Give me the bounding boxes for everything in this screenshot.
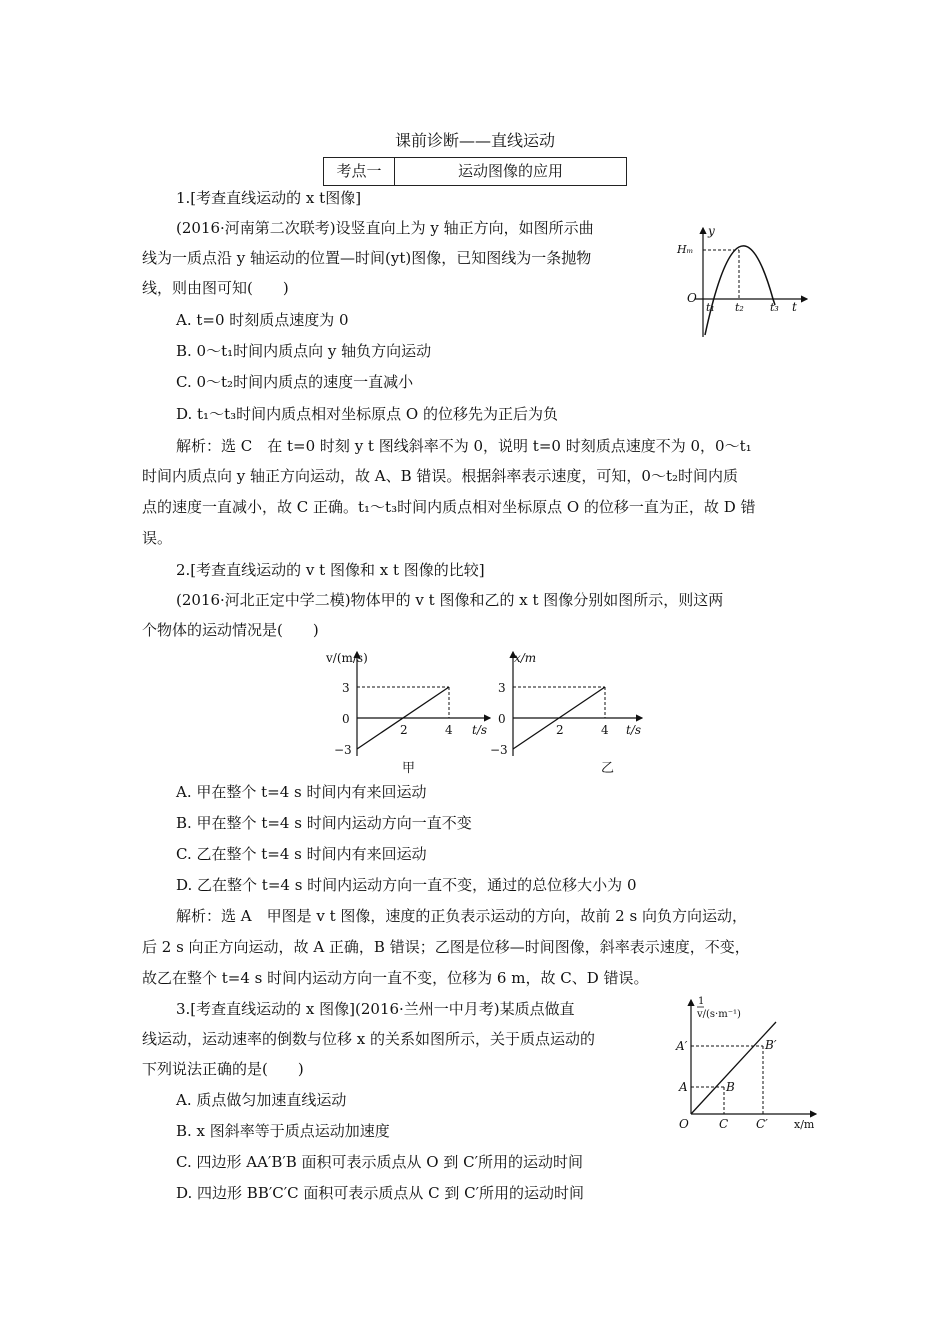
jia-x-label: t/s (472, 723, 488, 737)
q2-answer: 解析：选 A 甲图是 v t 图像，速度的正负表示运动的方向，故前 2 s 向负方向运动， (176, 907, 747, 925)
q1-answer: 时间内质点向 y 轴正方向运动，故 A、B 错误。根据斜率表示速度，可知，0～t₂时间内质 (142, 467, 738, 485)
q2-option-c: C. 乙在整个 t=4 s 时间内有来回运动 (176, 845, 427, 863)
q3-y-den: v/(s·m⁻¹) (697, 1009, 741, 1020)
jia-tick-4: 4 (445, 723, 453, 737)
q1-y-label: y (708, 224, 715, 238)
q3-label-b-prime: B′ (765, 1038, 777, 1052)
q3-label-c-prime: C′ (756, 1117, 768, 1131)
q1-line: 线为一质点沿 y 轴运动的位置—时间(yt)图像，已知图线为一条抛物 (142, 249, 592, 267)
q1-origin: O (687, 291, 697, 305)
q2-option-a: A. 甲在整个 t=4 s 时间内有来回运动 (176, 783, 427, 801)
q1-hm-label: Hₘ (677, 243, 694, 256)
yi-tick-neg3: −3 (490, 743, 508, 757)
q1-figure (675, 225, 815, 340)
q3-option-a: A. 质点做匀加速直线运动 (176, 1091, 347, 1109)
q3-option-d: D. 四边形 BB′C′C 面积可表示质点从 C 到 C′所用的运动时间 (176, 1184, 585, 1202)
q1-line: (2016·河南第二次联考)设竖直向上为 y 轴正方向，如图所示曲 (176, 219, 594, 237)
q1-x-label: t (792, 300, 797, 314)
q2-option-d: D. 乙在整个 t=4 s 时间内运动方向一直不变，通过的总位移大小为 0 (176, 876, 637, 894)
topic-number: 考点一 (324, 158, 395, 185)
q3-label-c: C (719, 1117, 729, 1131)
q2-line: (2016·河北正定中学二模)物体甲的 v t 图像和乙的 x t 图像分别如图所示，则这两 (176, 591, 724, 609)
q2-option-b: B. 甲在整个 t=4 s 时间内运动方向一直不变 (176, 814, 472, 832)
q3-option-b: B. x 图斜率等于质点运动加速度 (176, 1122, 390, 1140)
q1-tag: 1.[考查直线运动的 x t图像] (176, 189, 362, 207)
q1-t1: t₁ (706, 301, 715, 314)
q3-label-a: A (679, 1080, 688, 1094)
q3-origin: O (679, 1117, 689, 1131)
q2-tag: 2.[考查直线运动的 v t 图像和 x t 图像的比较] (176, 561, 485, 579)
q2-answer: 故乙在整个 t=4 s 时间内运动方向一直不变，位移为 6 m，故 C、D 错误。 (142, 969, 649, 987)
q3-option-c: C. 四边形 AA′B′B 面积可表示质点从 O 到 C′所用的运动时间 (176, 1153, 584, 1171)
q1-option-a: A. t=0 时刻质点速度为 0 (176, 311, 349, 329)
q1-option-d: D. t₁～t₃时间内质点相对坐标原点 O 的位移先为正后为负 (176, 405, 558, 423)
q3-line: 下列说法正确的是( ) (142, 1060, 304, 1078)
q1-answer: 点的速度一直减小，故 C 正确。t₁～t₃时间内质点相对坐标原点 O 的位移一直为正，故 D 错 (142, 498, 756, 516)
q3-figure (676, 994, 826, 1132)
q3-line: 3.[考查直线运动的 x 图像](2016·兰州一中月考)某质点做直 (176, 1000, 575, 1018)
q1-option-b: B. 0～t₁时间内质点向 y 轴负方向运动 (176, 342, 432, 360)
q2-answer: 后 2 s 向正方向运动，故 A 正确，B 错误；乙图是位移—时间图像，斜率表示速度，不变， (142, 938, 750, 956)
q1-answer: 误。 (142, 529, 173, 547)
yi-caption: 乙 (601, 761, 615, 776)
q1-t3: t₃ (770, 301, 779, 314)
q3-label-b: B (726, 1080, 735, 1094)
jia-caption: 甲 (402, 761, 416, 776)
jia-tick-neg3: −3 (334, 743, 352, 757)
yi-x-label: t/s (626, 723, 642, 737)
jia-tick-0: 0 (342, 712, 350, 726)
yi-tick-0: 0 (498, 712, 506, 726)
q1-option-c: C. 0～t₂时间内质点的速度一直减小 (176, 373, 414, 391)
jia-tick-3: 3 (342, 681, 350, 695)
yi-tick-3: 3 (498, 681, 506, 695)
q1-parabola (705, 246, 775, 335)
q3-line: 线运动，运动速率的倒数与位移 x 的关系如图所示，关于质点运动的 (142, 1030, 595, 1048)
topic-name: 运动图像的应用 (457, 162, 563, 180)
q2-figure-yi (470, 648, 650, 778)
yi-tick-4: 4 (601, 723, 609, 737)
q1-t2: t₂ (735, 301, 744, 314)
topic-header (323, 157, 627, 186)
page-title: 课前诊断——直线运动 (394, 131, 555, 150)
q1-line: 线，则由图可知( ) (142, 279, 289, 297)
jia-y-label: v/(m/s) (326, 651, 368, 665)
jia-tick-2: 2 (400, 723, 408, 737)
q1-answer: 解析：选 C 在 t=0 时刻 y t 图线斜率不为 0，说明 t=0 时刻质点速度不为 0，0～t₁ (176, 437, 752, 455)
q3-label-a-prime: A′ (676, 1039, 688, 1053)
yi-tick-2: 2 (556, 723, 564, 737)
q3-x-label: x/m (794, 1118, 815, 1131)
yi-y-label: x/m (514, 651, 537, 665)
q2-line: 个物体的运动情况是( ) (142, 621, 319, 639)
q3-y-num: 1 (698, 996, 705, 1007)
